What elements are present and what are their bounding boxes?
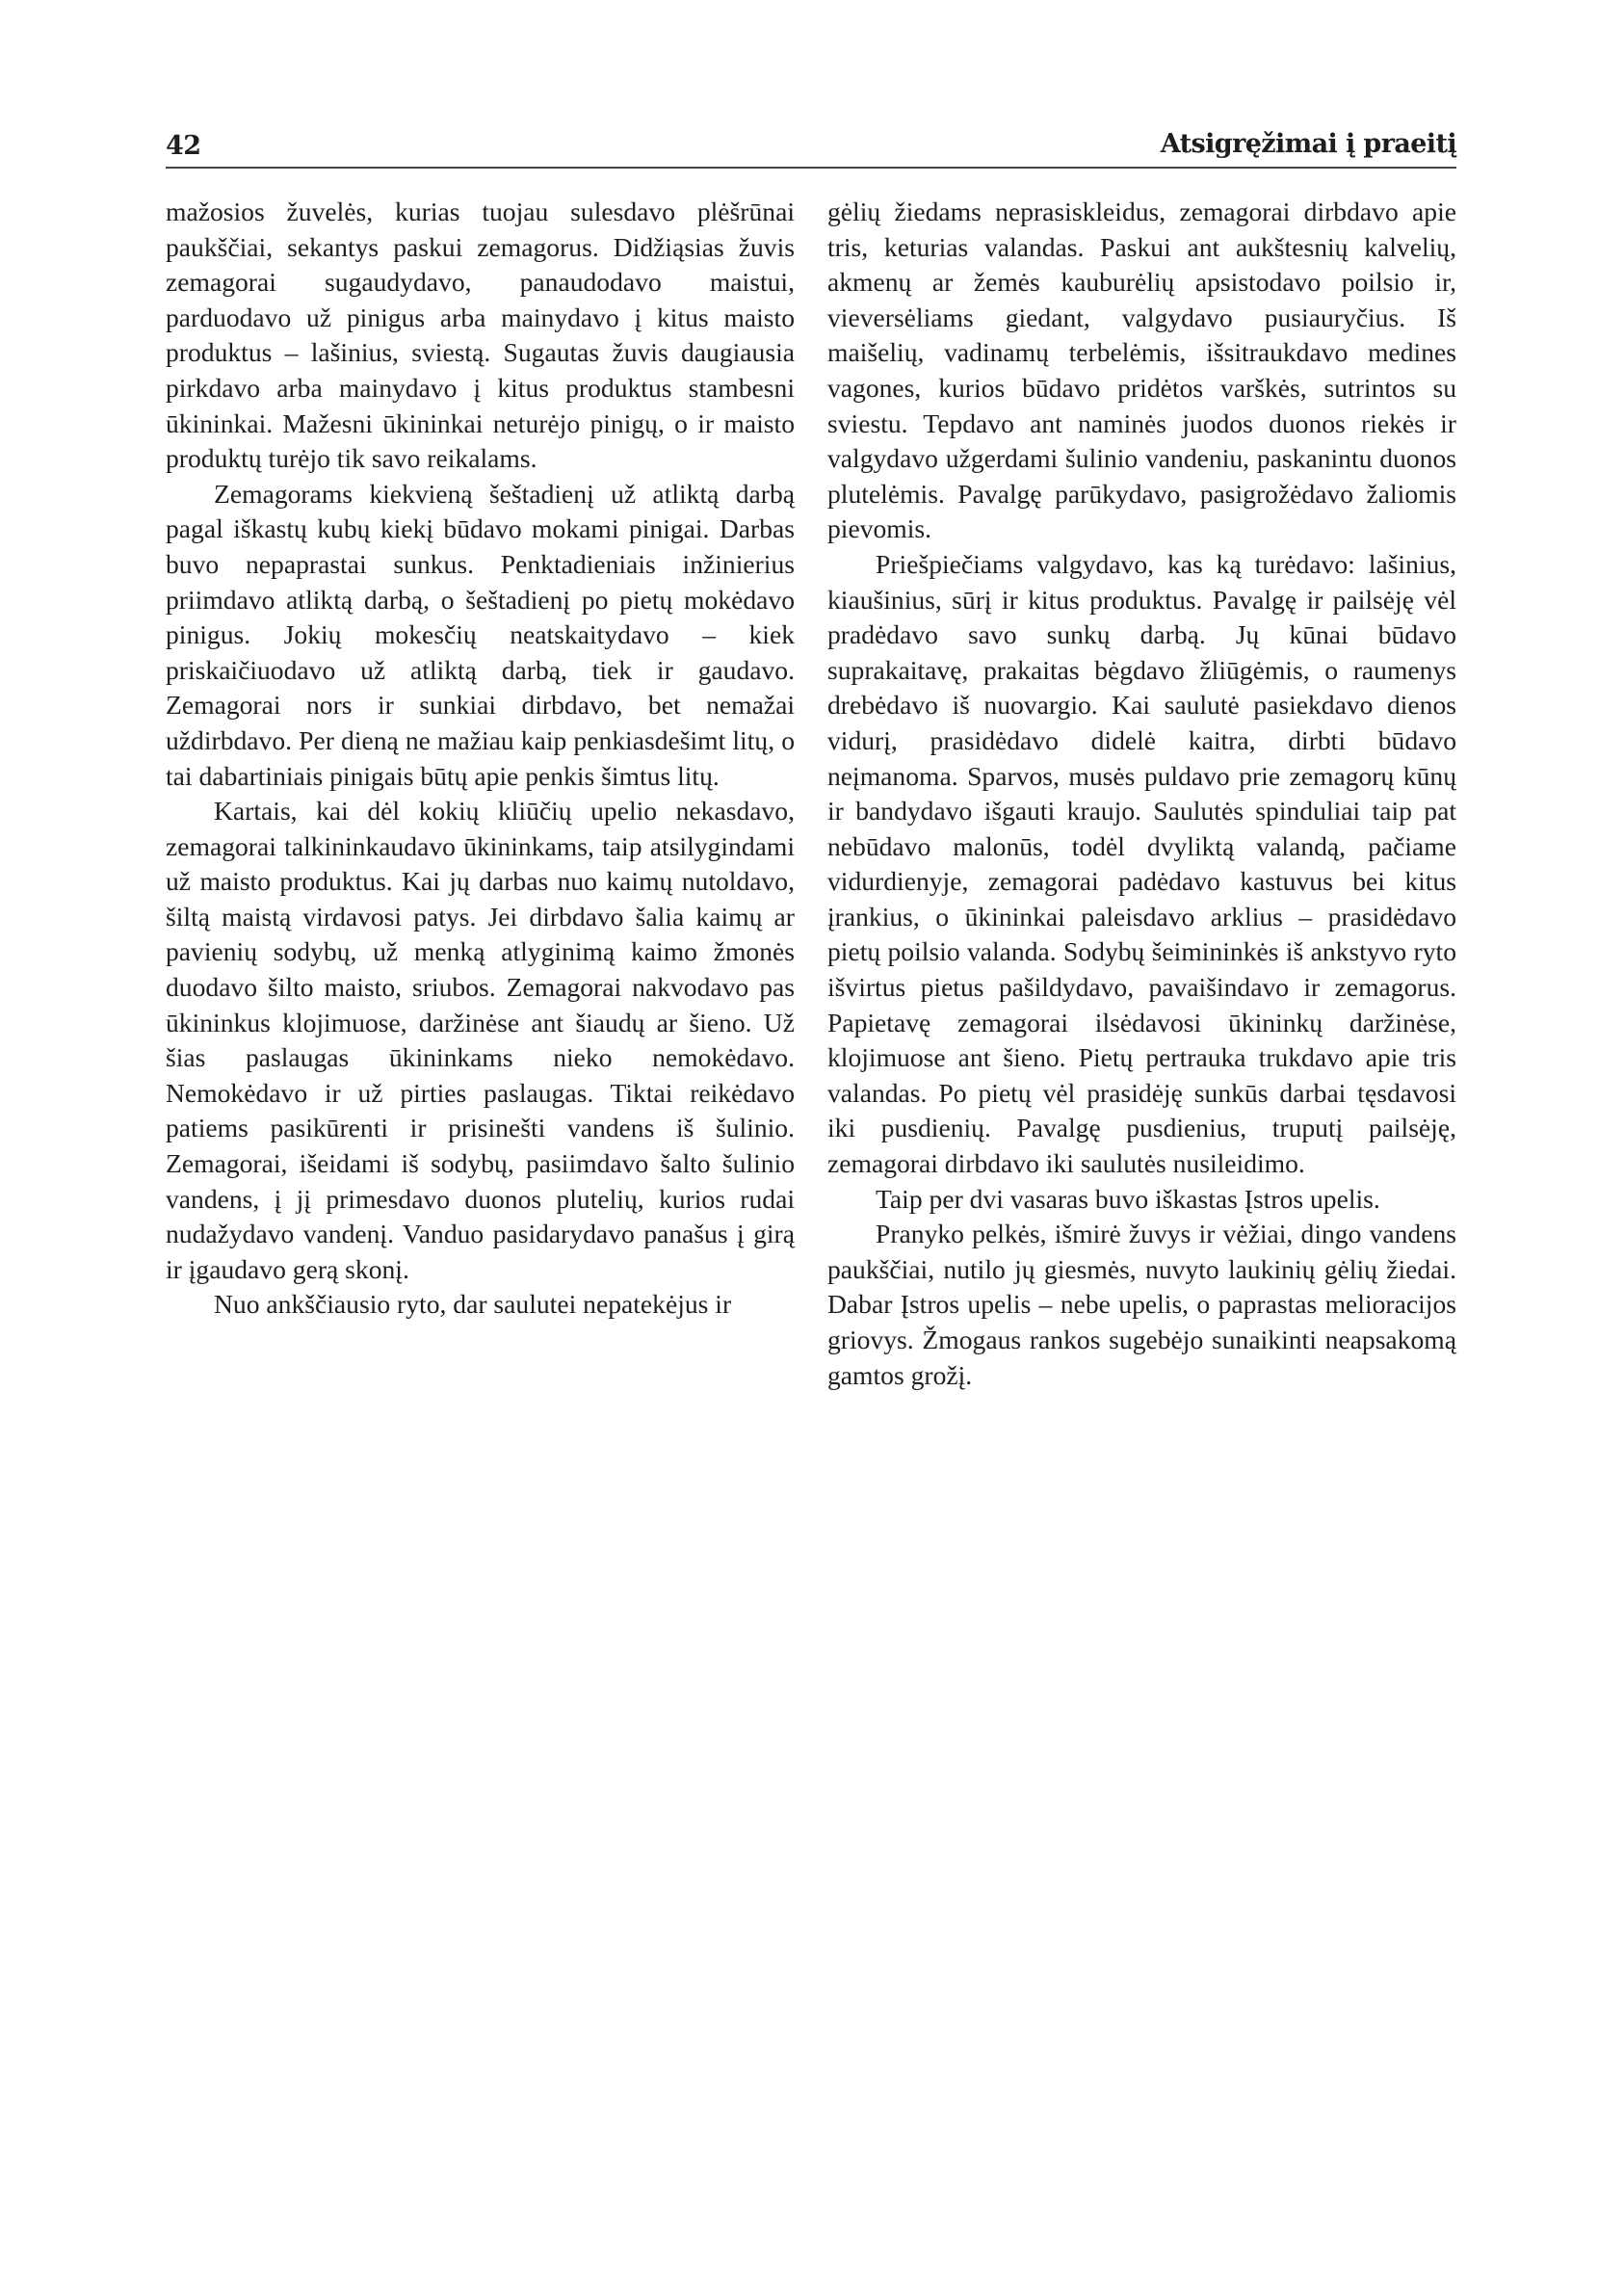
paragraph: Kartais, kai dėl kokių kliūčių upelio nekasdavo, zemagorai talkininkaudavo ūkininkams, taip atsilygindami už maisto produktus. Kai jų darbas nuo kaimų nutoldavo, šiltą maistą virdavosi patys. Jei dirbdavo šalia kaimų ar pavienių sodybų, už menką atlyginimą kaimo žmonės duodavo šilto maisto, sriubos. Zemagorai nakvodavo pas ūkininkus klojimuose, daržinėse ant šiaudų ar šieno. Už šias paslaugas ūkininkams nieko nemokėdavo. Nemokėdavo ir už pirties paslaugas. Tiktai reikėdavo patiems pasikūrenti ir prisinešti vandens iš šulinio. Zemagorai, išeidami iš sodybų, pasiimdavo šalto šulinio vandens, į jį primesdavo duonos plutelių, kurios rudai nudažydavo vandenį. Vanduo pasidarydavo panašus į girą ir įgaudavo gerą skonį. xyxy=(166,796,795,1284)
page-number: 42 xyxy=(166,131,201,161)
paragraph: mažosios žuvelės, kurias tuojau sulesdavo plėšrūnai paukščiai, sekantys paskui zemagorus. Didžiąsias žuvis zemagorai sugaudydavo, panaudodavo maistui, parduodavo už pinigus arba mainydavo į kitus maisto produktus – lašinius, sviestą. Sugautas žuvis daugiausia pirkdavo arba mainydavo į kitus produktus stambesni ūkininkai. Mažesni ūkininkai neturėjo pinigų, o ir maisto produktų turėjo tik savo reikalams. xyxy=(166,197,795,474)
paragraph: gėlių žiedams neprasiskleidus, zemagorai dirbdavo apie tris, keturias valandas. Paskui ant aukštesnių kalvelių, akmenų ar žemės kauburėlių apsistodavo poilsio ir, vieversėliams giedant, valgydavo pusiauryčius. Iš maišelių, vadinamų terbelėmis, išsitraukdavo medines vagones, kurios būdavo pridėtos varškės, sutrintos su sviestu. Tepdavo ant naminės juodos duonos riekės ir valgydavo užgerdami šulinio vandeniu, paskanintu duonos plutelėmis. Pavalgę parūkydavo, pasigrožėdavo žaliomis pievomis. xyxy=(827,197,1456,544)
running-header xyxy=(166,125,1456,168)
paragraph: Taip per dvi vasaras buvo iškastas Įstros upelis. xyxy=(876,1183,1380,1214)
left-column xyxy=(166,195,795,1323)
right-column xyxy=(827,195,1456,1393)
paragraph: Zemagorams kiekvieną šeštadienį už atliktą darbą pagal iškastų kubų kiekį būdavo mokami pinigai. Darbas buvo nepaprastai sunkus. Penktadieniais inžinierius priimdavo atliktą darbą, o šeštadienį po pietų mokėdavo pinigus. Jokių mokesčių neatskaitydavo – kiek priskaičiuodavo už atliktą darbą, tiek ir gaudavo. Zemagorai nors ir sunkiai dirbdavo, bet nemažai uždirbdavo. Per dieną ne mažiau kaip penkiasdešimt litų, o tai dabartiniais pinigais būtų apie penkis šimtus litų. xyxy=(166,478,795,791)
running-title: Atsigręžimai į praeitį xyxy=(1160,129,1456,159)
paragraph: Priešpiečiams valgydavo, kas ką turėdavo: lašinius, kiaušinius, sūrį ir kitus produktus. Pavalgę ir pailsėję vėl pradėdavo savo sunkų darbą. Jų kūnai būdavo suprakaitavę, prakaitas bėgdavo žliūgėmis, o raumenys drebėdavo iš nuovargio. Kai saulutė pasiekdavo dienos vidurį, prasidėdavo didelė kaitra, dirbti būdavo neįmanoma. Sparvos, musės puldavo prie zemagorų kūnų ir bandydavo išgauti kraujo. Saulutės spinduliai taip pat nebūdavo malonūs, todėl dvyliktą valandą, pačiame vidurdienyje, zemagorai padėdavo kastuvus bei kitus įrankius, o ūkininkai paleisdavo arklius – prasidėdavo pietų poilsio valanda. Sodybų šeimininkės iš ankstyvo ryto išvirtus pietus pašildydavo, pavaišindavo ir zemagorus. Papietavę zemagorai ilsėdavosi ūkininkų daržinėse, klojimuose ant šieno. Pietų pertrauka trukdavo apie tris valandas. Po pietų vėl prasidėję sunkūs darbai tęsdavosi iki pusdienių. Pavalgę pusdienius, truputį pailsėję, zemagorai dirbdavo iki saulutės nusileidimo. xyxy=(827,548,1456,1179)
header-rule xyxy=(166,167,1456,169)
paragraph: Pranyko pelkės, išmirė žuvys ir vėžiai, dingo vandens paukščiai, nutilo jų giesmės, nuvyto laukinių gėlių žiedai. Dabar Įstros upelis – nebe upelis, o paprastas melioracijos griovys. Žmogaus rankos sugebėjo sunaikinti neapsakomą gamtos grožį. xyxy=(827,1219,1456,1390)
paragraph: Nuo ankščiausio ryto, dar saulutei nepatekėjus ir xyxy=(214,1289,732,1320)
